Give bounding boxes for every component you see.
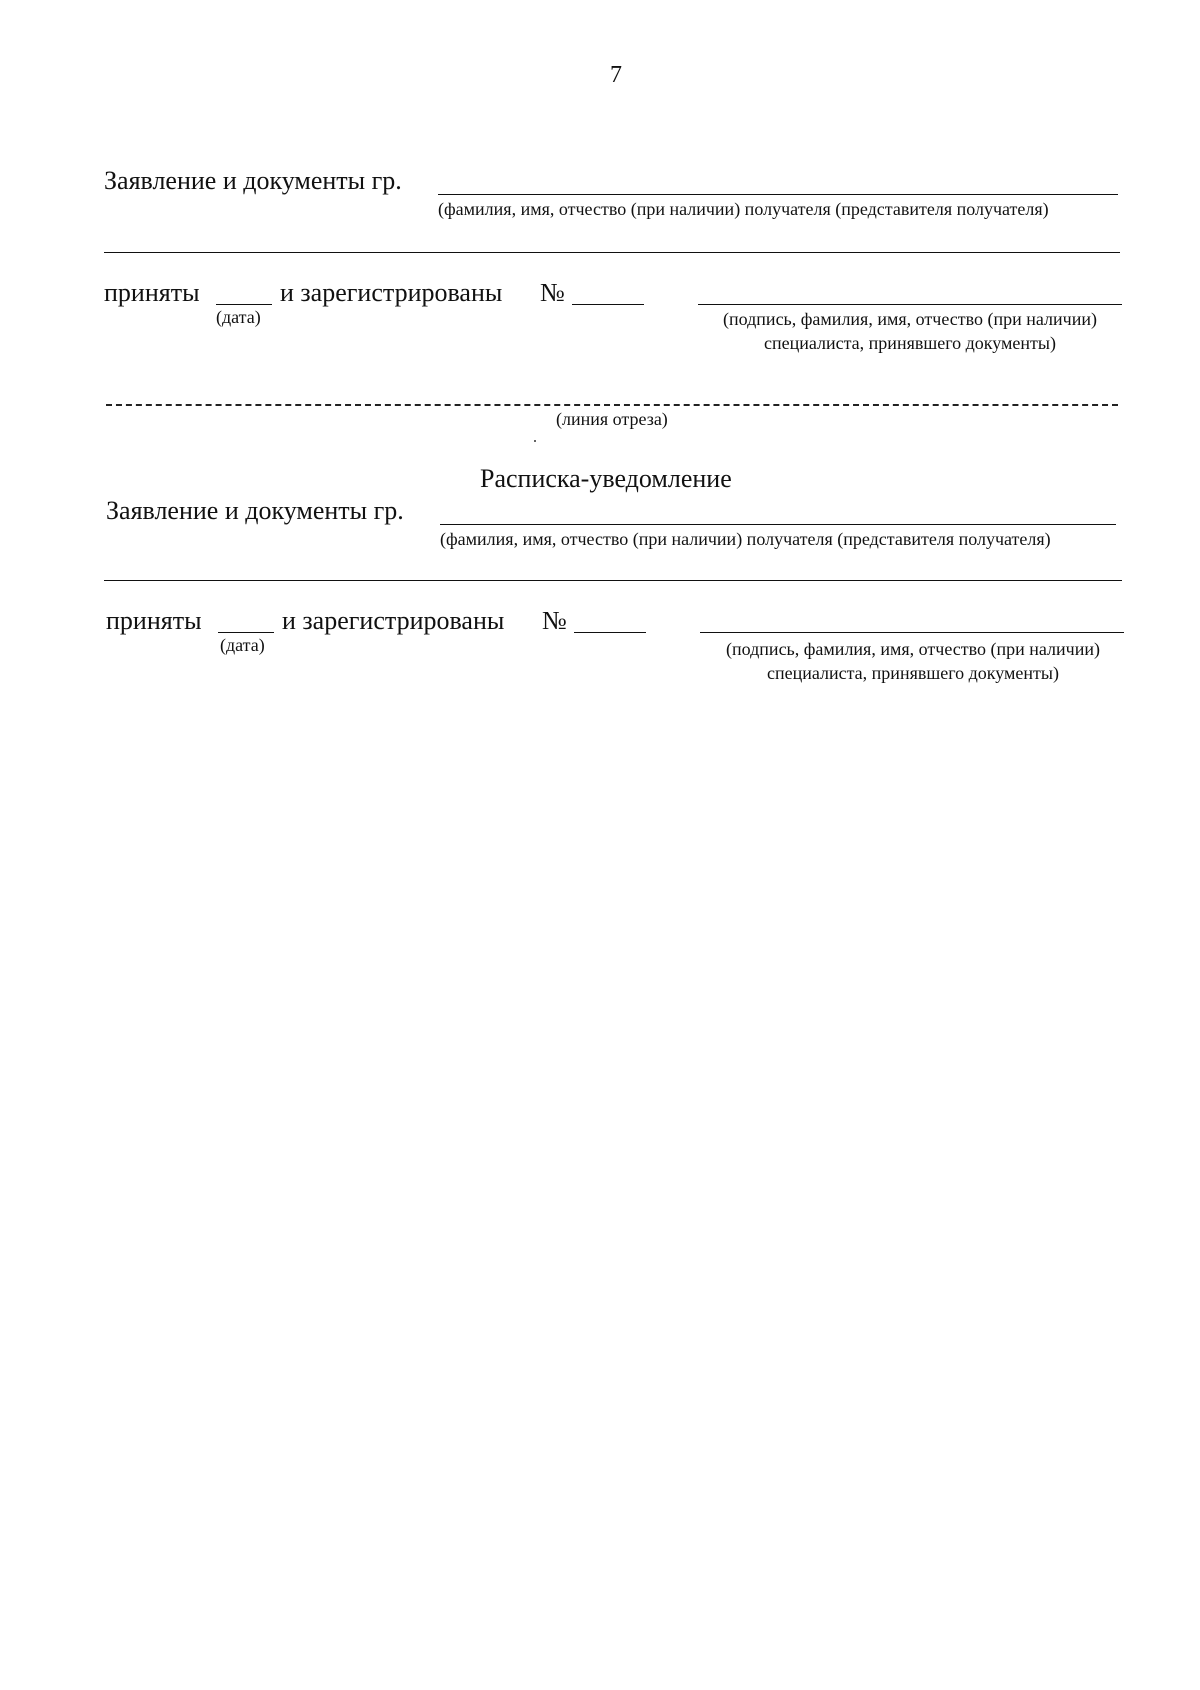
cut-line-caption: (линия отреза): [556, 409, 668, 429]
statement-label: Заявление и документы гр.: [104, 166, 402, 195]
registered-label: и зарегистрированы: [280, 278, 503, 307]
page-number: 7: [610, 62, 622, 88]
date-line[interactable]: [216, 304, 272, 305]
applicant-name-line[interactable]: [440, 524, 1116, 525]
registration-number-line[interactable]: [572, 304, 644, 305]
statement-label: Заявление и документы гр.: [106, 496, 404, 525]
number-sign: №: [540, 278, 565, 307]
registered-label: и зарегистрированы: [282, 606, 505, 635]
accepted-label: приняты: [106, 606, 202, 635]
fio-caption: (фамилия, имя, отчество (при наличии) получателя (представителя получателя): [438, 199, 1049, 219]
signature-caption-line1: (подпись, фамилия, имя, отчество (при наличии): [726, 639, 1100, 659]
date-line[interactable]: [218, 632, 274, 633]
signature-caption-line2: специалиста, принявшего документы): [766, 663, 1060, 683]
date-caption: (дата): [220, 635, 265, 655]
signature-line[interactable]: [700, 632, 1124, 633]
date-caption: (дата): [216, 307, 261, 327]
fio-caption: (фамилия, имя, отчество (при наличии) получателя (представителя получателя): [440, 529, 1051, 549]
signature-caption-line1: (подпись, фамилия, имя, отчество (при наличии): [723, 309, 1097, 329]
receipt-title: Расписка-уведомление: [480, 464, 732, 493]
applicant-name-line[interactable]: [438, 194, 1118, 195]
registration-number-line[interactable]: [574, 632, 646, 633]
number-sign: №: [542, 606, 567, 635]
applicant-name-continuation-line[interactable]: [104, 580, 1122, 581]
signature-caption-line2: специалиста, принявшего документы): [763, 333, 1057, 353]
scan-dot: [534, 440, 536, 442]
signature-line[interactable]: [698, 304, 1122, 305]
cut-line: [106, 404, 1118, 406]
accepted-label: приняты: [104, 278, 200, 307]
applicant-name-continuation-line[interactable]: [104, 252, 1120, 253]
